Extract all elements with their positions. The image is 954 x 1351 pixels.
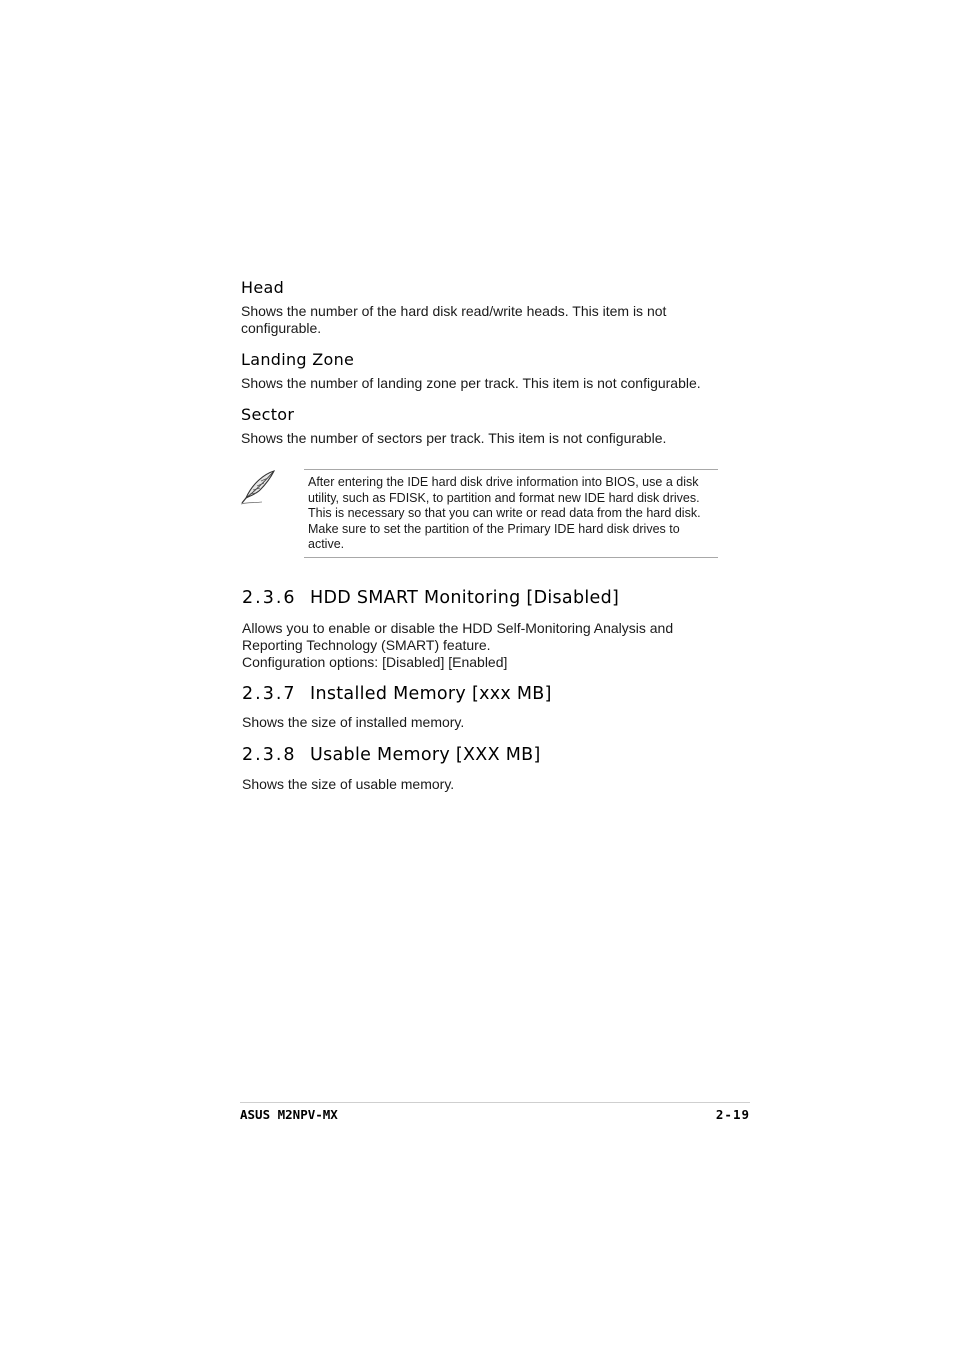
section-title: Installed Memory [xxx MB] xyxy=(310,684,552,704)
sector-description: Shows the number of sectors per track. This item is not configurable. xyxy=(241,430,667,446)
section-number: 2.3.7 xyxy=(242,684,297,704)
quill-pen-icon xyxy=(238,468,280,508)
head-heading: Head xyxy=(241,278,285,297)
footer-page-number: 2-19 xyxy=(715,1107,750,1122)
head-description: Shows the number of the hard disk read/write heads. This item is not configurable. xyxy=(241,303,667,336)
landing-zone-heading: Landing Zone xyxy=(241,350,355,369)
section-title: HDD SMART Monitoring [Disabled] xyxy=(310,588,620,608)
usable-memory-description: Shows the size of usable memory. xyxy=(242,776,455,792)
footer-product-name: ASUS M2NPV-MX xyxy=(240,1107,338,1122)
section-heading-usable-memory xyxy=(242,745,541,765)
note-top-rule xyxy=(304,469,718,470)
section-heading-installed-memory xyxy=(242,684,552,704)
footer-rule xyxy=(240,1102,750,1103)
note-text: After entering the IDE hard disk drive information into BIOS, use a disk utility, such as FDISK, to partition and format new IDE hard disk drives. This is necessary so that you can write or read data from the hard disk. Make sure to set the partition of the Primary IDE hard disk drives to active. xyxy=(308,475,701,551)
hdd-smart-description: Allows you to enable or disable the HDD Self-Monitoring Analysis and Reporting Technology (SMART) feature. Configuration options: [Disabled] [Enabled] xyxy=(242,620,674,670)
section-number: 2.3.6 xyxy=(242,588,297,608)
note-bottom-rule xyxy=(304,557,718,558)
section-title: Usable Memory [XXX MB] xyxy=(310,745,541,765)
section-heading-hdd-smart xyxy=(242,588,619,608)
sector-heading: Sector xyxy=(241,405,295,424)
section-number: 2.3.8 xyxy=(242,745,297,765)
landing-zone-description: Shows the number of landing zone per track. This item is not configurable. xyxy=(241,375,701,391)
installed-memory-description: Shows the size of installed memory. xyxy=(242,714,465,730)
